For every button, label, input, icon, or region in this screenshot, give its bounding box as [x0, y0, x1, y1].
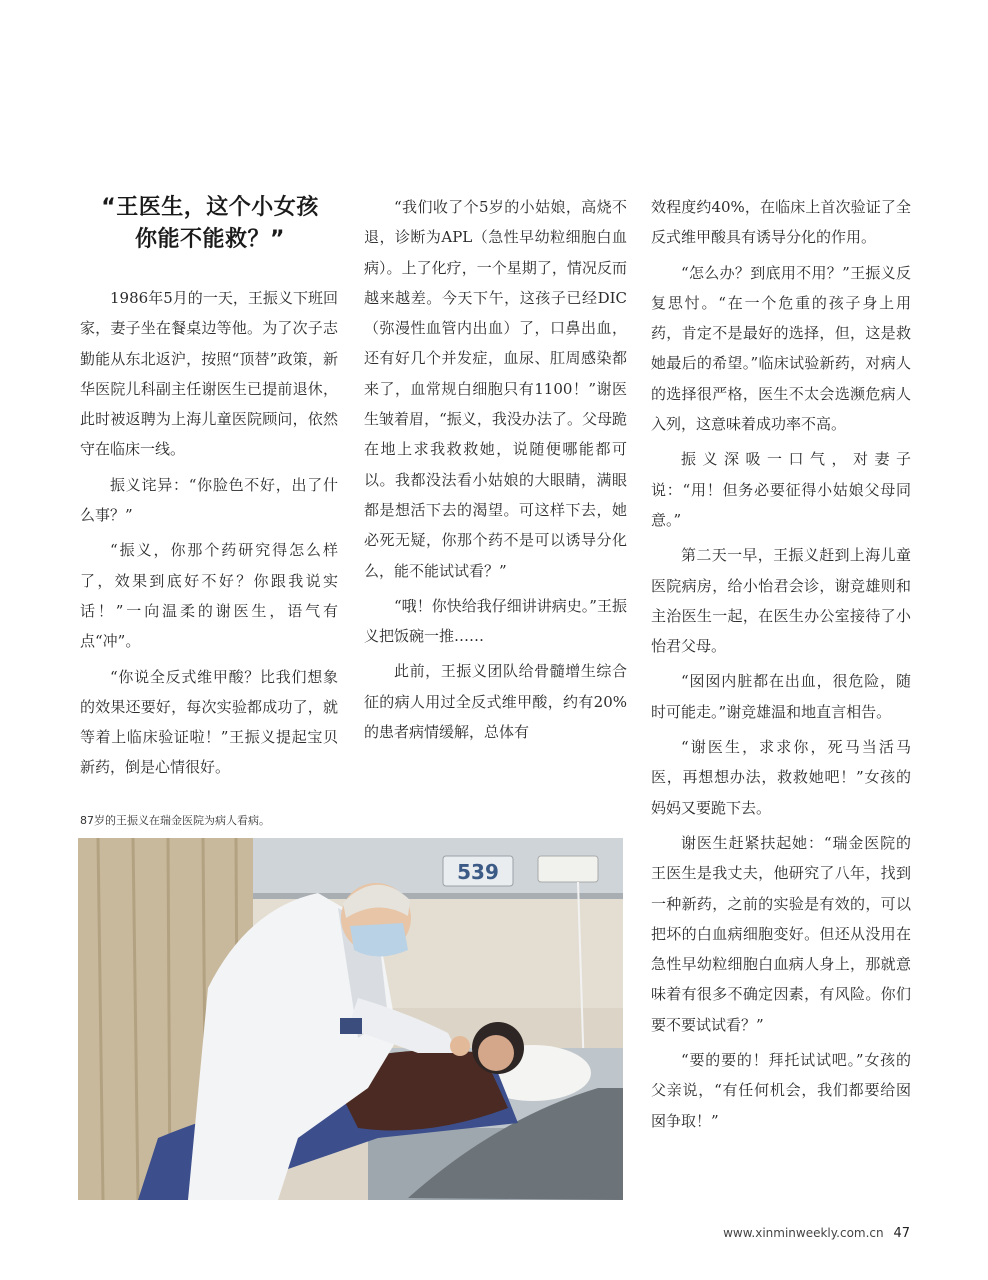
article-heading: [84, 192, 336, 256]
paragraph: 效程度约40%，在临床上首次验证了全反式维甲酸具有诱导分化的作用。: [651, 198, 911, 247]
paragraph: “哦！你快给我仔细讲讲病史。”王振义把饭碗一推……: [364, 596, 627, 646]
heading-line-2: 你能不能救？”: [135, 227, 285, 252]
hospital-photo: [78, 838, 623, 1200]
paragraph: “怎么办？到底用不用？”王振义反复思忖。“在一个危重的孩子身上用药，肯定不是最好的选择，但，这是救她最后的希望。”临床试验新药，对病人的选择很严格，医生不太会选濒危病人入列，这意味着成功率不高。: [651, 263, 911, 434]
photo-caption: 87岁的王振义在瑞金医院为病人看病。: [80, 814, 270, 827]
page-number: 47: [893, 1226, 910, 1241]
paragraph: 1986年5月的一天，王振义下班回家，妻子坐在餐桌边等他。为了次子志勤能从东北返沪，按照“顶替”政策，新华医院儿科副主任谢医生已提前退休，此时被返聘为上海儿童医院顾问，依然守在临床一线。: [80, 289, 338, 459]
paragraph: “囡囡内脏都在出血，很危险，随时可能走。”谢竞雄温和地直言相告。: [651, 672, 911, 721]
text-column-1: [80, 283, 338, 788]
paragraph: “你说全反式维甲酸？比我们想象的效果还要好，每次实验都成功了，就等着上临床验证啦！”王振义提起宝贝新药，倒是心情很好。: [80, 667, 338, 777]
paragraph: “振义，你那个药研究得怎么样了，效果到底好不好？你跟我说实话！”一向温柔的谢医生，语气有点“冲”。: [80, 541, 338, 651]
room-number: 539: [457, 860, 499, 884]
paragraph: 第二天一早，王振义赶到上海儿童医院病房，给小怡君会诊，谢竞雄则和主治医生一起，在医生办公室接待了小怡君父母。: [651, 546, 911, 656]
paragraph: 此前，王振义团队给骨髓增生综合征的病人用过全反式维甲酸，约有20%的患者病情缓解，总体有: [364, 662, 627, 742]
paragraph: “我们收了个5岁的小姑娘，高烧不退，诊断为APL（急性早幼粒细胞白血病）。上了化疗，一个星期了，情况反而越来越差。今天下午，这孩子已经DIC（弥漫性血管内出血）了，口鼻出血，还有好几个并发症，血尿、肛周感染都来了，血常规白细胞只有1100！”谢医生皱着眉，“振义，我没办法了。父母跪在地上求我救救她，说随便哪能都可以。我都没法看小姑娘的大眼睛，满眼都是想活下去的渴望。可这样下去，她必死无疑，你那个药不是可以诱导分化么，能不能试试看？”: [364, 198, 627, 580]
paragraph: “要的要的！拜托试试吧。”女孩的父亲说，“有任何机会，我们都要给囡囡争取！”: [651, 1051, 911, 1130]
paragraph: 振义诧异：“你脸色不好，出了什么事？”: [80, 475, 338, 525]
hospital-scene-illustration: [78, 838, 623, 1200]
paragraph: 谢医生赶紧扶起她：“瑞金医院的王医生是我丈夫，他研究了八年，找到一种新药，之前的实验是有效的，可以把坏的白血病细胞变好。但还从没用在急性早幼粒细胞白血病人身上，那就意味着有很多不确定因素，有风险。你们要不要试试看？”: [651, 833, 911, 1034]
page-footer: [723, 1226, 910, 1241]
text-column-2: [364, 192, 627, 752]
text-column-3: [651, 192, 911, 1141]
paragraph: “谢医生，求求你，死马当活马医，再想想办法，救救她吧！”女孩的妈妈又要跪下去。: [651, 738, 911, 817]
heading-line-1: “王医生，这个小女孩: [101, 195, 319, 220]
website-url: www.xinminweekly.com.cn: [723, 1226, 884, 1240]
paragraph: 振义深吸一口气，对妻子说：“用！但务必要征得小姑娘父母同意。”: [651, 450, 911, 529]
